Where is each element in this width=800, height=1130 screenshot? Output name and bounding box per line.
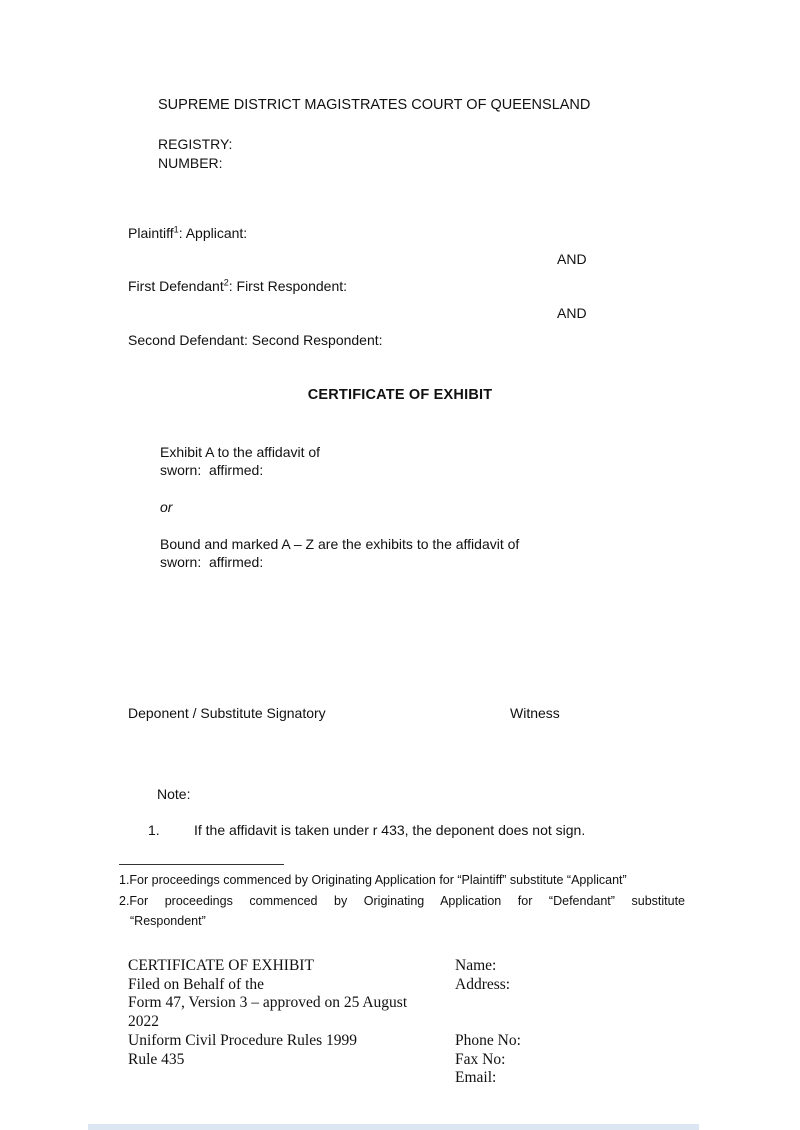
sworn-affirmed-line-2: sworn: affirmed: <box>160 554 264 570</box>
footer-rule-number: Rule 435 <box>128 1050 185 1068</box>
footer-rules-reference: Uniform Civil Procedure Rules 1999 <box>128 1031 358 1049</box>
footer-contact-bottom <box>455 1032 521 1088</box>
witness-signature-label: Witness <box>510 705 560 721</box>
note-heading: Note: <box>157 786 191 802</box>
sworn-affirmed-line-1: sworn: affirmed: <box>160 462 264 478</box>
name-label: Name: <box>455 957 497 974</box>
email-label: Email: <box>455 1069 497 1087</box>
note-item-text: If the affidavit is taken under r 433, the deponent does not sign. <box>194 822 586 838</box>
footer-form-version-line-2: 2022 <box>128 1013 159 1031</box>
footnote-ref-1: 1 <box>173 224 179 235</box>
phone-label: Phone No: <box>455 1032 521 1049</box>
bound-marked-line: Bound and marked A – Z are the exhibits to the affidavit of <box>160 536 520 552</box>
first-defendant-label: First Defendant <box>128 278 224 294</box>
or-separator: or <box>160 499 173 515</box>
address-label: Address: <box>455 975 511 993</box>
exhibit-line: Exhibit A to the affidavit of <box>160 444 321 460</box>
plaintiff-label: Plaintiff <box>128 225 174 241</box>
footer-form-title: CERTIFICATE OF EXHIBIT <box>128 957 314 974</box>
number-label: NUMBER: <box>158 154 223 171</box>
fax-label: Fax No: <box>455 1050 506 1068</box>
footnote-1: 1.For proceedings commenced by Originating Application for “Plaintiff” substitute “Applicant” <box>119 873 627 887</box>
second-defendant-line: Second Defendant: Second Respondent: <box>128 332 383 348</box>
first-defendant-line <box>128 278 347 294</box>
footnote-separator <box>119 864 284 865</box>
document-title: CERTIFICATE OF EXHIBIT <box>307 387 493 403</box>
footer-form-info <box>128 957 407 1069</box>
plaintiff-suffix: : Applicant: <box>178 225 248 241</box>
first-defendant-suffix: : First Respondent: <box>228 278 348 294</box>
page-bottom-strip <box>88 1124 699 1130</box>
registry-number-block <box>158 135 232 172</box>
and-separator-upper: AND <box>557 251 587 267</box>
footer-contact-top <box>455 957 510 994</box>
footer-form-version-line-1: Form 47, Version 3 – approved on 25 August <box>128 994 408 1012</box>
registry-label: REGISTRY: <box>158 136 233 152</box>
court-title: SUPREME DISTRICT MAGISTRATES COURT OF QUEENSLAND <box>158 97 591 113</box>
deponent-signature-label: Deponent / Substitute Signatory <box>128 705 326 721</box>
and-separator-lower: AND <box>557 305 587 321</box>
footnote-2-line-1: 2.For proceedings commenced by Originating Application for “Defendant” substitute <box>119 894 685 908</box>
footnote-2-line-2: “Respondent” <box>130 914 206 928</box>
footnote-ref-2: 2 <box>223 277 229 288</box>
note-item-number: 1. <box>148 822 160 838</box>
footer-filed-on-behalf: Filed on Behalf of the <box>128 975 265 993</box>
plaintiff-line <box>128 225 247 241</box>
